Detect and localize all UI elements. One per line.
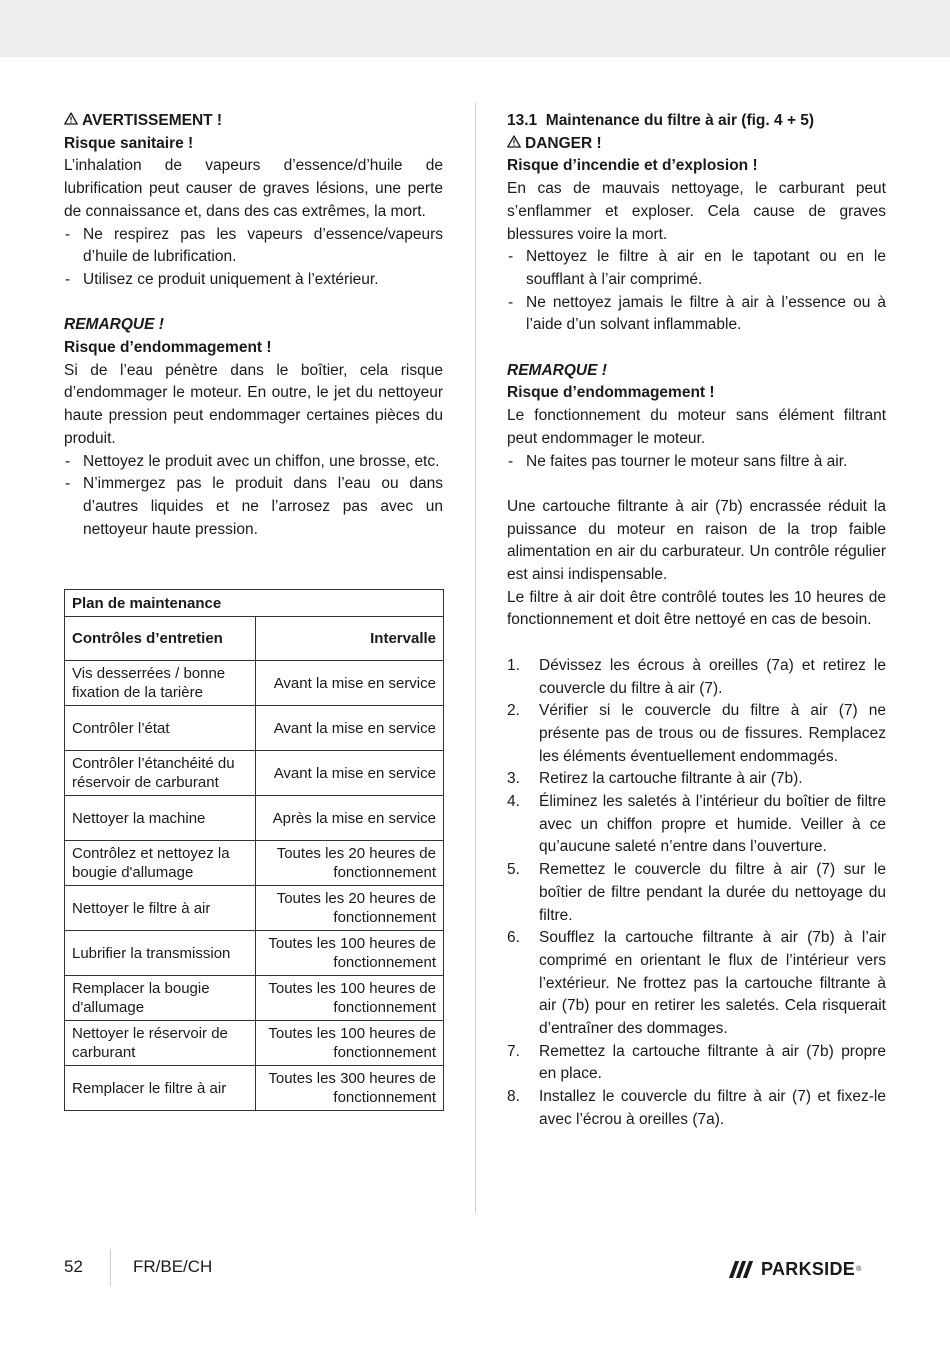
step-text: Retirez la cartouche filtrante à air (7b).: [539, 770, 803, 788]
step-text: Remettez la cartouche filtrante à air (7b) propre en place.: [539, 1042, 886, 1083]
warning-body: L’inhalation de vapeurs d’essence/d’huile de lubrification peut causer de graves lésions, une perte de connaissance et, dans des cas extrêmes, la mort.: [64, 157, 443, 220]
list-item: - Ne nettoyez jamais le filtre à air à l’essence ou à l’aide d’un solvant inflammable.: [507, 292, 886, 337]
step-number: 5.: [507, 861, 520, 879]
table-cell: Nettoyer la machine: [65, 796, 256, 841]
danger-list: [507, 246, 886, 337]
right-column: [507, 110, 886, 1132]
steps-list: [507, 655, 886, 1132]
left-column: [64, 110, 443, 541]
table-title-row: [65, 590, 444, 617]
warning-list: [64, 224, 443, 292]
danger-body: En cas de mauvais nettoyage, le carburant peut s’enflammer et exploser. Cela cause de graves blessures voire la mort.: [507, 180, 886, 243]
table-cell: Nettoyer le filtre à air: [65, 886, 256, 931]
step-text: Éliminez les saletés à l’intérieur du boîtier de filtre avec un chiffon propre et humide. Veiller à ce qu’aucune saleté n’entre dans l’ouverture.: [539, 793, 886, 856]
maintenance-table: [64, 589, 444, 1111]
warning-triangle-icon: [64, 110, 78, 133]
table-row: [65, 706, 444, 751]
step-item: [507, 700, 886, 768]
column-header: Intervalle: [256, 617, 444, 661]
note-title: REMARQUE !: [64, 316, 164, 334]
section-heading: 13.1 Maintenance du filtre à air (fig. 4 + 5): [507, 112, 815, 129]
table-header-row: [65, 617, 444, 661]
table-cell: Vis desserrées / bonne fixation de la tarière: [65, 661, 256, 706]
table-cell: Toutes les 300 heures de fonctionnement: [256, 1066, 444, 1111]
danger-title: DANGER !: [525, 134, 602, 152]
brand-name: PARKSIDE: [761, 1258, 856, 1279]
warning-subtitle: Risque sanitaire !: [64, 134, 194, 152]
step-number: 1.: [507, 656, 520, 674]
table-row: [65, 1066, 444, 1111]
step-item: [507, 927, 886, 1041]
step-text: Dévissez les écrous à oreilles (7a) et retirez le couvercle du filtre à air (7).: [539, 656, 886, 697]
step-text: Vérifier si le couvercle du filtre à air (7) ne présente pas de trous ou de fissures. Remplacez les éléments éventuellement endommagés.: [539, 702, 886, 765]
note-subtitle: Risque d’endommagement !: [507, 384, 715, 402]
warning-title: AVERTISSEMENT !: [82, 112, 223, 129]
step-number: 7.: [507, 1042, 520, 1060]
table-cell: Remplacer la bougie d'allumage: [65, 976, 256, 1021]
step-number: 4.: [507, 793, 520, 811]
table-cell: Avant la mise en service: [256, 661, 444, 706]
step-item: [507, 1041, 886, 1086]
locale-label: FR/BE/CH: [133, 1257, 213, 1276]
step-number: 2.: [507, 702, 520, 720]
warning-heading: [64, 110, 443, 133]
table-row: [65, 1021, 444, 1066]
table-cell: Après la mise en service: [256, 796, 444, 841]
paragraph: Le filtre à air doit être contrôlé toutes les 10 heures de fonctionnement et doit être nettoyé en cas de besoin.: [507, 588, 886, 629]
list-item: - N’immergez pas le produit dans l’eau ou dans d’autres liquides et ne l’arrosez pas avec un nettoyeur haute pression.: [64, 473, 443, 541]
step-item: [507, 791, 886, 859]
table-cell: Avant la mise en service: [256, 706, 444, 751]
note-body: Le fonctionnement du moteur sans élément filtrant peut endommager le moteur.: [507, 407, 886, 447]
table-row: [65, 841, 444, 886]
list-item: - Utilisez ce produit uniquement à l’extérieur.: [64, 269, 443, 292]
note-body: Si de l’eau pénètre dans le boîtier, cela risque d’endommager le moteur. En outre, le jet du nettoyeur haute pression peut endommager certaines pièces du produit.: [64, 361, 443, 447]
list-item: - Nettoyez le produit avec un chiffon, une brosse, etc.: [64, 451, 443, 474]
step-item: [507, 1086, 886, 1131]
step-number: 6.: [507, 929, 520, 947]
list-item: - Nettoyez le filtre à air en le tapotant ou en le soufflant à l’air comprimé.: [507, 246, 886, 291]
page-number: 52: [64, 1257, 83, 1276]
registered-mark: ®: [856, 1265, 862, 1273]
step-text: Installez le couvercle du filtre à air (7) et fixez-le avec l’écrou à oreilles (7a).: [539, 1088, 886, 1128]
step-item: [507, 768, 886, 791]
table-row: [65, 976, 444, 1021]
logo-slashes-icon: [732, 1261, 753, 1278]
table-cell: Contrôler l’état: [65, 706, 256, 751]
table-cell: Avant la mise en service: [256, 751, 444, 796]
note-list: [64, 451, 443, 542]
danger-subtitle: Risque d’incendie et d’explosion !: [507, 157, 758, 175]
step-item: [507, 859, 886, 927]
table-cell: Toutes les 100 heures de fonctionnement: [256, 1021, 444, 1066]
note-list: [507, 451, 886, 474]
table-row: [65, 796, 444, 841]
step-item: [507, 655, 886, 700]
step-text: Soufflez la cartouche filtrante à air (7b) à l’air comprimé en orientant le flux de l’intérieur vers l’extérieur. Ne frottez pas la cartouche filtrante à air (7b) pour en retirer les saletés. Cela risquerait d’entraîner des dommages.: [539, 929, 886, 1038]
step-number: 3.: [507, 770, 520, 788]
top-bar: [0, 0, 950, 57]
note-subtitle: Risque d’endommagement !: [64, 339, 272, 357]
brand-logo: [732, 1256, 861, 1282]
table-row: [65, 751, 444, 796]
table-cell: Contrôler l’étanchéité du réservoir de carburant: [65, 751, 256, 796]
column-divider: [475, 103, 476, 1213]
paragraph: Une cartouche filtrante à air (7b) encrassée réduit la puissance du moteur en raison de la trop faible alimentation en air du carburateur. Un contrôle régulier est ainsi indispensable.: [507, 497, 886, 584]
table-cell: Toutes les 20 heures de fonctionnement: [256, 841, 444, 886]
table-cell: Toutes les 100 heures de fonctionnement: [256, 976, 444, 1021]
danger-heading: [507, 133, 886, 156]
table-cell: Nettoyer le réservoir de carburant: [65, 1021, 256, 1066]
warning-triangle-icon: [507, 133, 521, 156]
footer-divider: [110, 1249, 111, 1286]
table-row: [65, 931, 444, 976]
table-row: [65, 661, 444, 706]
table-cell: Remplacer le filtre à air: [65, 1066, 256, 1111]
table-cell: Lubrifier la transmission: [65, 931, 256, 976]
note-title: REMARQUE !: [507, 361, 607, 379]
step-text: Remettez le couvercle du filtre à air (7) sur le boîtier de filtre pendant la durée du nettoyage du filtre.: [539, 861, 886, 924]
column-header: Contrôles d’entretien: [65, 617, 256, 661]
table-cell: Contrôlez et nettoyez la bougie d'allumage: [65, 841, 256, 886]
list-item: - Ne faites pas tourner le moteur sans filtre à air.: [507, 451, 886, 474]
step-number: 8.: [507, 1088, 520, 1106]
table-row: [65, 886, 444, 931]
table-cell: Toutes les 100 heures de fonctionnement: [256, 931, 444, 976]
table-title: Plan de maintenance: [65, 590, 444, 617]
table-cell: Toutes les 20 heures de fonctionnement: [256, 886, 444, 931]
list-item: - Ne respirez pas les vapeurs d’essence/vapeurs d’huile de lubrification.: [64, 224, 443, 269]
